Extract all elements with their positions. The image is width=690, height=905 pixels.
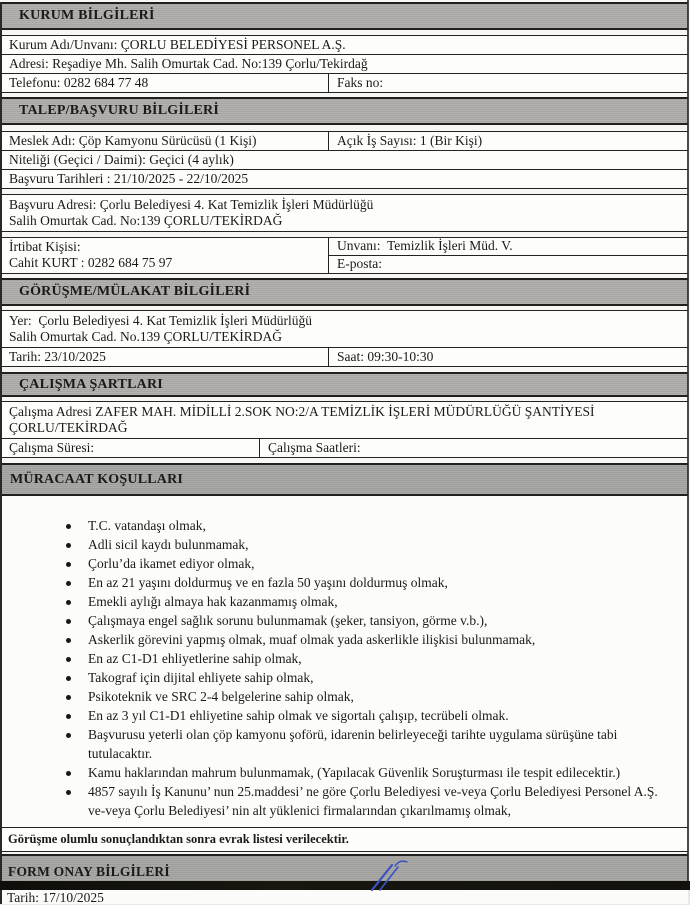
- row-niteligi: [2, 151, 688, 170]
- requirement-item: [64, 668, 674, 687]
- bullet-icon: [66, 562, 71, 567]
- bullet-icon: [66, 657, 71, 662]
- requirement-text: Çalışmaya engel sağlık sorunu bulunmamak (şeker, tansiyon, görme v.b.),: [88, 613, 488, 628]
- irtibat-kisi-value: Cahit KURT : 0282 684 75 97: [9, 255, 173, 270]
- section-title: ÇALIŞMA ŞARTLARI: [19, 376, 163, 392]
- gorusme-note-row: [2, 827, 688, 852]
- requirement-item: [64, 592, 674, 611]
- gorusme-tarih-value: Tarih: 23/10/2025: [9, 349, 106, 364]
- section-title: TALEP/BAŞVURU BİLGİLERİ: [19, 103, 219, 118]
- basvuru-tarihleri-value: Başvuru Tarihleri : 21/10/2025 - 22/10/2025: [9, 171, 249, 186]
- signature-mark: [358, 853, 420, 891]
- bullet-icon: [66, 600, 71, 605]
- requirement-item: [64, 573, 674, 592]
- basvuru-adresi-line1: Başvuru Adresi: Çorlu Belediyesi 4. Kat Temizlik İşleri Müdürlüğü: [9, 197, 374, 212]
- bullet-icon: [66, 524, 71, 529]
- requirement-text: T.C. vatandaşı olmak,: [88, 518, 206, 533]
- bullet-icon: [66, 676, 71, 681]
- meslek-value: Meslek Adı: Çöp Kamyonu Sürücüsü (1 Kişi): [9, 133, 257, 148]
- scan-bottom-edge: [0, 881, 690, 890]
- requirement-item: [64, 725, 674, 763]
- requirement-item: [64, 706, 674, 725]
- section-header-kurum-bilgileri: [2, 2, 688, 30]
- requirement-item: [64, 630, 674, 649]
- yer-line2: Salih Omurtak Cad. No.139 ÇORLU/TEKİRDAĞ: [9, 328, 282, 344]
- requirement-item: [64, 763, 674, 782]
- talep-rows: [2, 131, 688, 189]
- requirement-text: Askerlik görevini yapmış olmak, muaf olmak yada askerlikle ilişkisi bulunmamak,: [88, 632, 536, 647]
- bullet-icon: [66, 695, 71, 700]
- requirement-text: Adli sicil kaydı bulunmamak,: [88, 537, 249, 552]
- requirement-text: En az 3 yıl C1-D1 ehliyetine sahip olmak ve sigortalı çalışıp, tecrübeli olmak.: [88, 708, 509, 723]
- calisma-adresi-line1: Çalışma Adresi ZAFER MAH. MİDİLLİ 2.SOK NO:2/A TEMİZLİK İŞLERİ MÜDÜRLÜĞÜ ŞANTİYESİ: [9, 404, 595, 419]
- requirement-text: En az 21 yaşını doldurmuş ve en fazla 50 yaşını doldurmuş olmak,: [88, 575, 448, 590]
- requirement-item: [64, 782, 674, 820]
- yer-line1: Yer: Çorlu Belediyesi 4. Kat Temizlik İşleri Müdürlüğü: [9, 313, 313, 328]
- row-calisma-suresi-saatleri: [2, 439, 688, 458]
- bullet-icon: [66, 771, 71, 776]
- requirement-item: [64, 516, 674, 535]
- calisma-suresi-label: Çalışma Süresi:: [9, 440, 95, 455]
- row-adresi: [2, 55, 688, 74]
- requirement-item: [64, 649, 674, 668]
- requirements-cell: [2, 496, 688, 827]
- bullet-icon: [66, 581, 71, 586]
- gorusme-saat-value: Saat: 09:30-10:30: [337, 349, 434, 364]
- requirement-item: [64, 535, 674, 554]
- bullet-icon: [66, 543, 71, 548]
- requirement-text: Çorlu’da ikamet ediyor olmak,: [88, 556, 255, 571]
- eposta-label: E-posta:: [337, 255, 382, 271]
- calisma-adresi-cell: [2, 402, 688, 439]
- gorusme-rows: [2, 310, 688, 367]
- row-kurum-adi: [2, 36, 688, 55]
- bullet-icon: [66, 733, 71, 738]
- requirement-text: En az C1-D1 ehliyetlerine sahip olmak,: [88, 651, 302, 666]
- section-title: GÖRÜŞME/MÜLAKAT BİLGİLERİ: [19, 284, 251, 299]
- section-title: MÜRACAAT KOŞULLARI: [10, 471, 184, 487]
- irtibat-label: İrtibat Kişisi:: [9, 239, 81, 254]
- row-telefon-faks: [2, 74, 688, 93]
- row-meslek: [2, 132, 688, 151]
- bullet-icon: [66, 619, 71, 624]
- row-basvuru-tarihleri: [2, 170, 688, 189]
- requirement-text: Psikoteknik ve SRC 2-4 belgelerine sahip olmak,: [88, 689, 354, 704]
- requirement-text: 4857 sayılı İş Kanunu’ nun 25.maddesi’ ne göre Çorlu Belediyesi ve-veya Çorlu Belediyesi Personel A.Ş. ve-veya Çorlu Belediyesi’ nin alt yüklenici firmalarından çıkarılmamış olmak,: [88, 784, 662, 818]
- section-title: KURUM BİLGİLERİ: [19, 8, 155, 23]
- faks-label: Faks no:: [337, 75, 384, 90]
- bullet-icon: [66, 790, 71, 795]
- section-header-gorusme-mulakat: [2, 278, 688, 306]
- kurum-adi-value: Kurum Adı/Unvanı: ÇORLU BELEDİYESİ PERSONEL A.Ş.: [9, 37, 346, 52]
- bullet-icon: [66, 714, 71, 719]
- unvani-value: Unvanı: Temizlik İşleri Müd. V.: [329, 238, 688, 256]
- scan-right-edge: [687, 0, 689, 890]
- section-header-talep-basvuru: [2, 97, 688, 125]
- requirements-list: [2, 516, 688, 820]
- basvuru-adresi-block: [2, 194, 688, 232]
- bullet-icon: [66, 638, 71, 643]
- requirement-text: Emekli aylığı almaya hak kazanmamış olmak,: [88, 594, 338, 609]
- section-title: FORM ONAY BİLGİLERİ: [8, 864, 170, 879]
- adresi-value: Adresi: Reşadiye Mh. Salih Omurtak Cad. No:139 Çorlu/Tekirdağ: [9, 56, 368, 71]
- calisma-saatleri-label: Çalışma Saatleri:: [268, 440, 361, 455]
- requirement-item: [64, 687, 674, 706]
- section-header-calisma-sartlari: [2, 372, 688, 397]
- form-table: [0, 2, 688, 904]
- telefon-value: Telefonu: 0282 684 77 48: [9, 75, 149, 90]
- section-header-muracaat-kosullari: [2, 463, 688, 496]
- calisma-rows: [2, 401, 688, 458]
- basvuru-adresi-cell: [2, 195, 688, 232]
- row-tarih-saat: [2, 348, 688, 367]
- yer-cell: [2, 311, 688, 348]
- calisma-adresi-line2: ÇORLU/TEKİRDAĞ: [9, 419, 128, 435]
- irtibat-block: [2, 237, 688, 274]
- requirement-item: [64, 554, 674, 573]
- basvuru-adresi-line2: Salih Omurtak Cad. No:139 ÇORLU/TEKİRDAĞ: [9, 212, 283, 228]
- form-onay-tarih-row: [2, 890, 688, 904]
- form-onay-tarih-value: Tarih: 17/10/2025: [7, 890, 104, 905]
- acik-is-value: Açık İş Sayısı: 1 (Bir Kişi): [337, 133, 483, 148]
- gorusme-note-text: Görüşme olumlu sonuçlandıktan sonra evrak listesi verilecektir.: [8, 832, 349, 846]
- requirement-text: Başvurusu yeterli olan çöp kamyonu şoförü, idarenin belirleyeceği tarihte uygulama sürüşüne tabi tutulacaktır.: [88, 727, 621, 761]
- niteligi-value: Niteliği (Geçici / Daimi): Geçici (4 aylık): [9, 152, 234, 167]
- kurum-rows: [2, 35, 688, 93]
- requirement-text: Kamu haklarından mahrum bulunmamak, (Yapılacak Güvenlik Soruşturması ile tespit edilecektir.): [88, 765, 621, 780]
- requirement-item: [64, 611, 674, 630]
- requirement-text: Takograf için dijital ehliyete sahip olmak,: [88, 670, 314, 685]
- irtibat-cell: [2, 238, 329, 273]
